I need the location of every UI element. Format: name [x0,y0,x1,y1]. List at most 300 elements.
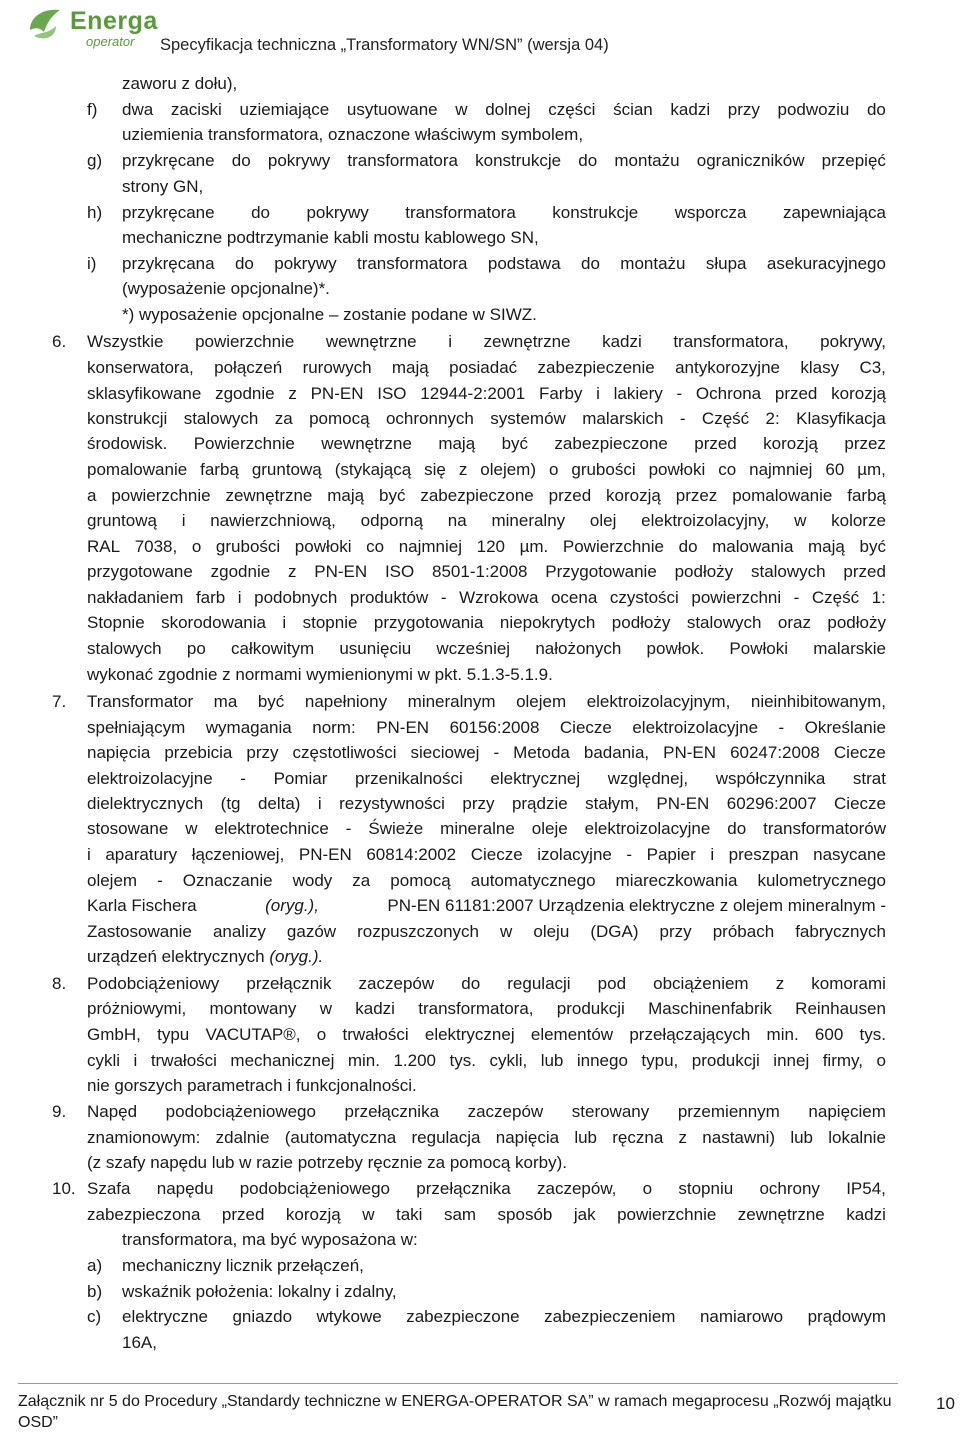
word: firmy, [822,1051,863,1070]
word: konserwatora, [87,358,194,377]
word: stosowane [87,819,169,838]
word: Transformator [87,692,194,711]
word: elektroizolacyjne [87,769,213,788]
word: za [274,409,293,428]
word: kulometrycznego [757,871,886,890]
word: napełniony [304,692,388,711]
text-line [87,1178,886,1200]
word: ochrony [759,1179,820,1198]
word: przy [727,100,760,119]
text-line [87,1050,886,1072]
word: podstawa [487,254,561,273]
word: zgodnie [210,562,271,581]
word: w [455,100,468,119]
word: Powierzchnie [562,537,664,556]
word: min. [766,1025,799,1044]
word: stopnie [302,613,358,632]
word: zewnętrzne [737,1205,825,1224]
word: - [626,845,633,864]
word: usytuowane [346,100,438,119]
word: mechanicznej [230,1051,335,1070]
text-line [87,536,886,558]
word: elektroizolacyjnym, [586,692,731,711]
word: kadzi [355,999,395,1018]
word: Powłoki [729,639,788,658]
word: Ciecze [834,794,886,813]
word: w [794,511,807,530]
word: transformatora [356,254,468,273]
word: przełącznika [344,1102,440,1121]
word: podobciążeniowego [165,1102,316,1121]
word: farb [195,588,226,607]
word: kadzi [846,1205,886,1224]
word: badania, [583,743,650,762]
word: napięciem [808,1102,886,1121]
word: RAL [87,537,121,556]
word: gniazdo [232,1307,293,1326]
word: zabezpieczone [554,434,668,453]
word: Farby [538,384,583,403]
word: gazów [286,922,337,941]
word: zaczepów [467,1102,544,1121]
word: trwałości [150,1051,217,1070]
word: strat [852,769,886,788]
word: słupa [705,254,747,273]
word: przed [843,562,886,581]
list-marker: f) [87,100,98,119]
word: przemiennym [677,1102,780,1121]
word: Powierzchnie [193,434,295,453]
word: elementów [530,1025,614,1044]
word: uziemiające [239,100,330,119]
word: podłoży [827,613,886,632]
word: delta) [257,794,301,813]
word: grubości [215,537,281,556]
word: Napęd [87,1102,138,1121]
word: automatycznego [470,871,596,890]
word: - [793,588,800,607]
word: o [548,460,559,479]
word: do [578,151,598,170]
list-marker: g) [87,151,103,170]
word: montażu [614,151,680,170]
word: Część [811,588,860,607]
word: i [181,511,186,530]
text-line [87,383,886,405]
word: prądzie [511,794,568,813]
word: usunięciu [339,639,412,658]
word: i [282,613,287,632]
text-line [87,510,886,532]
word: mają [808,537,845,556]
word: za [352,871,371,890]
word: Pomiar [273,769,328,788]
word: klasy [800,358,840,377]
word: pokrywy [267,151,331,170]
document-title: Specyfikacja techniczna „Transformatory WN/SN” (wersja 04) [160,36,609,54]
word: korozją [285,1205,341,1224]
word: - [240,769,246,788]
word: ocena [550,588,598,607]
text-line [87,691,886,713]
word: - [440,588,447,607]
text-line: nie gorszych parametrach i funkcjonalności. [87,1076,417,1095]
word: transformatorów [763,819,886,838]
word: przy [462,794,495,813]
word: - [493,743,500,762]
word: połączeń [214,358,283,377]
word: zapewniająca [782,203,886,222]
word: - [679,409,686,428]
text-line [87,768,886,790]
word: przygotowane [87,562,193,581]
word: w [362,1205,375,1224]
word: pod [597,974,627,993]
list-marker: 10. [52,1179,76,1198]
word: przepięć [821,151,886,170]
word: ścian [613,100,653,119]
word: skorodowania [161,613,266,632]
word: korozją [831,384,886,403]
word: Część [701,409,750,428]
word: komorami [811,974,886,993]
word: pomalowanie [732,486,833,505]
word: wody [292,871,333,890]
word: Papier [646,845,696,864]
word: w [500,922,513,941]
word: podobciążeniowego [239,1179,391,1198]
word: dolnej [485,100,531,119]
word: do [231,151,251,170]
text-line [122,99,886,121]
text-line [87,587,886,609]
word: zabezpieczeniem [544,1307,676,1326]
list-marker: i) [87,254,97,273]
word: co [718,460,737,479]
text-line [87,408,886,430]
word: 1.200 [393,1051,437,1070]
energa-leaf-icon [26,6,66,44]
word: norm: [312,718,356,737]
word: o [876,1051,886,1070]
word: transformatora [347,151,458,170]
footer-divider [18,1383,898,1384]
word: 60814:2002 [366,845,457,864]
word: pomalowanie [87,460,188,479]
word: systemów [490,409,566,428]
word: całkowitym [231,639,315,658]
word: przełącznik [246,974,332,993]
word: PN-EN [314,562,368,581]
word: przebicia [164,743,233,762]
word: próbach [712,922,775,941]
word: ISO [377,384,407,403]
word: montowany [209,999,297,1018]
text-line [87,818,886,840]
word: napięcia [495,1128,560,1147]
word: po [186,639,206,658]
text-line: zaworu z dołu), [122,74,238,93]
word: miareczkowania [615,871,738,890]
text-span: Karla Fischera [87,896,197,915]
word: analizy [212,922,266,941]
word: typu, [641,1051,679,1070]
word: aparatury [105,845,178,864]
text-span: PN-EN 61181:2007 Urządzenia elektryczne z olejem mineralnym - [387,896,886,915]
word: Szafa [87,1179,131,1198]
word: jak [573,1205,596,1224]
word: transformatora [405,203,516,222]
word: na [447,511,467,530]
word: mają [391,358,429,377]
word: mineralne [440,819,515,838]
word: sposób [497,1205,553,1224]
word: Wzrokowa [459,588,539,607]
word: zaczepów [358,974,435,993]
word: produkcji [556,999,625,1018]
word: przy [659,922,692,941]
word: ma [213,692,238,711]
word: konstrukcje [552,203,639,222]
word: obciążeniem [653,974,749,993]
word: być [859,537,886,556]
word: transformatora, [673,332,789,351]
word: przykręcane [122,203,215,222]
word: elektryczne [122,1307,208,1326]
word: trwałości [342,1025,409,1044]
word: i [317,794,322,813]
word: Ciecze [833,743,886,762]
word: powierzchnie [195,332,295,351]
word: i [237,588,242,607]
word: ograniczników [696,151,805,170]
word: GmbH, [87,1025,141,1044]
word: prądowym [807,1307,886,1326]
word: Maschinenfabrik [648,999,772,1018]
word: być [501,434,529,453]
word: nałożonych [535,639,622,658]
text-line [87,742,886,764]
word: zaczepów, [537,1179,617,1198]
text-line [87,717,886,739]
text-line [87,638,886,660]
word: do [866,100,886,119]
word: posiadać [449,358,518,377]
word: stałym, [585,794,639,813]
word: 60296:2007 [726,794,817,813]
word: przełącznika [416,1179,511,1198]
word: 12944-2:2001 [420,384,526,403]
word: farbą [200,460,239,479]
word: Ochrona [695,384,762,403]
word: podwoziu [777,100,850,119]
word: być [379,486,406,505]
word: kadzi [670,100,711,119]
word: pokrywy [306,203,369,222]
word: mają [438,434,476,453]
page-header [0,0,960,66]
word: regulacji [507,974,571,993]
word: przed [548,486,592,505]
word: Ciecze [559,718,612,737]
word: przykręcane [122,151,215,170]
word: się [424,460,446,479]
word: olej [589,511,617,530]
word: pomocą [309,409,370,428]
word: PN-EN [376,718,430,737]
word: PN-EN [656,794,710,813]
word: próżniowymi, [87,999,187,1018]
word: sam [443,1205,477,1224]
word: oraz [777,613,811,632]
logo-sub: operator [86,34,135,49]
word: typu [157,1025,190,1044]
word: transformatora, [418,999,534,1018]
text-line [87,870,886,892]
text-line: mechaniczny licznik przełączeń, [122,1256,364,1275]
word: Metoda [513,743,570,762]
word: nakładaniem [87,588,184,607]
word: stopniu [678,1179,734,1198]
word: lub [574,1128,598,1147]
word: preszpan [728,845,799,864]
word: stalowych [750,562,826,581]
word: Klasyfikacja [796,409,886,428]
word: (DGA) [590,922,639,941]
word: stalowych [686,613,762,632]
word: mają [327,486,365,505]
word: wsporcza [674,203,747,222]
word: 60156:2008 [449,718,540,737]
text-line [87,331,886,353]
word: (stykającą [334,460,412,479]
word: Przygotowanie [545,562,657,581]
word: 60 [825,460,845,479]
word: nastawni) [702,1128,776,1147]
word: farbą [847,486,886,505]
word: powierzchnie [617,1205,717,1224]
text-line [87,921,886,943]
word: powłoki [294,537,352,556]
word: do [678,537,698,556]
text-line: 16A, [122,1333,157,1352]
word: częstotliwości [292,743,397,762]
word: z [288,384,297,403]
word: przenikalności [355,769,463,788]
text-line: wskaźnik położenia: lokalny i zdalny, [122,1282,397,1301]
word: - [345,819,352,838]
word: powłoki [648,460,706,479]
word: lokalnie [828,1128,886,1147]
word: co [366,537,385,556]
word: innej [773,1051,810,1070]
word: ochronnych [385,409,474,428]
word: µm, [857,460,886,479]
word: zabezpieczone [420,486,534,505]
word: 2: [765,409,780,428]
word: przy [246,743,279,762]
text-line: (z szafy napędu lub w razie potrzeby ręcznie za pomocą korby). [87,1153,568,1172]
text-line [87,1101,886,1123]
word: cykli [87,1051,121,1070]
word: względnej, [607,769,689,788]
word: z [775,974,785,993]
word: produktów [349,588,429,607]
word: konstrukcje [475,151,562,170]
text-line [122,1306,886,1328]
word: innego [576,1051,628,1070]
word: i [133,1051,138,1070]
word: antykorozyjne [675,358,780,377]
word: Ciecze [470,845,523,864]
word: podobnych [254,588,338,607]
word: (tg [220,794,241,813]
word: powierzchnie [111,486,211,505]
footer-text: Załącznik nr 5 do Procedury „Standardy techniczne w ENERGA-OPERATOR SA” w ramach megaprocesu „Rozwój majątku OSD” [18,1393,892,1431]
word: zabezpieczone [406,1307,520,1326]
word: Reinhausen [795,999,886,1018]
list-marker: a) [87,1256,103,1275]
word: namiarowo [699,1307,784,1326]
word: powłok. [646,639,705,658]
word: zdalnie [215,1128,270,1147]
list-marker: 8. [52,974,67,993]
word: przez [844,434,886,453]
italic-note: (oryg.). [269,947,324,966]
text-line [122,202,886,224]
word: dwa [122,100,154,119]
word: przed [221,1205,265,1224]
word: 8501-1:2008 [432,562,528,581]
word: oleje [531,819,568,838]
word: malarskie [813,639,886,658]
word: nasycane [813,845,886,864]
word: Podobciążeniowy [87,974,220,993]
word: z [287,562,297,581]
word: elektrotechnice [214,819,329,838]
text-line [87,998,886,1020]
list-marker: 6. [52,332,67,351]
word: być [257,692,285,711]
word: przed [774,384,818,403]
word: PN-EN [310,384,364,403]
word: oleju [533,922,570,941]
word: montażu [620,254,686,273]
word: zabezpieczenie [537,358,655,377]
word: stalowych [87,639,162,658]
word: dielektrycznych [87,794,204,813]
text-line [87,485,886,507]
word: µm. [519,537,549,556]
word: napędu [156,1179,214,1198]
word: i [596,384,600,403]
word: izolacyjne [537,845,612,864]
text-line: transformatora, ma być wyposażona w: [122,1230,418,1249]
word: zewnętrzne [225,486,313,505]
word: niepokrytych [499,613,596,632]
word: i [448,332,452,351]
word: czystości [609,588,679,607]
list-marker: h) [87,203,103,222]
text-line [87,1024,886,1046]
text-line [87,1127,886,1149]
word: malowania [712,537,794,556]
word: pokrywy [274,254,337,273]
word: środowisk. [87,434,168,453]
text-line: uziemienia transformatora, oznaczone właściwym symbolem, [122,125,584,144]
word: Zastosowanie [87,922,192,941]
word: elektroizolacyjne [632,718,759,737]
